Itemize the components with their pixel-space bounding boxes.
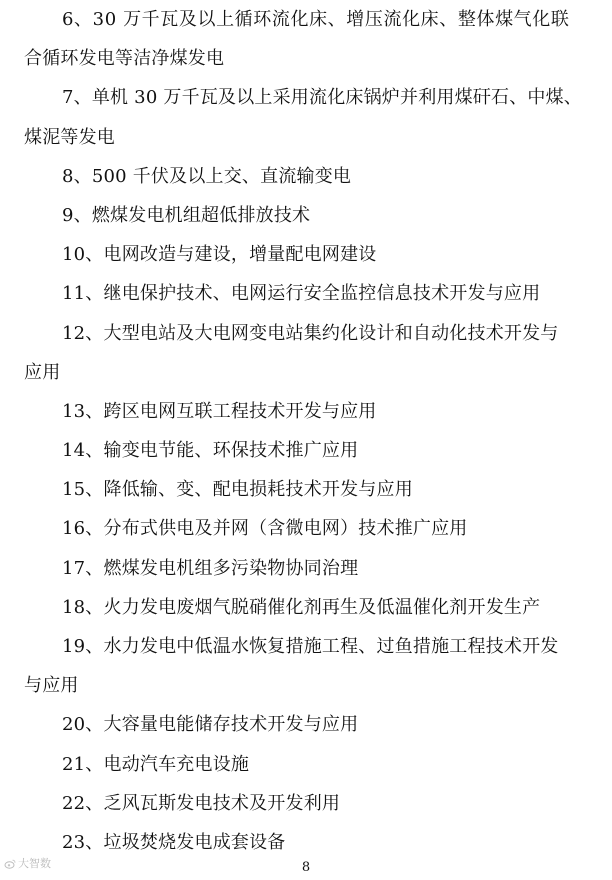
- text-line: 9、燃煤发电机组超低排放技术: [62, 204, 311, 226]
- text-line: 合循环发电等洁净煤发电: [24, 48, 225, 70]
- text-line: 16、分布式供电及并网（含微电网）技术推广应用: [62, 518, 468, 540]
- text-line: 10、电网改造与建设，增量配电网建设: [62, 244, 377, 266]
- text-line: 12、大型电站及大电网变电站集约化设计和自动化技术开发与: [62, 322, 559, 344]
- text-line: 14、输变电节能、环保技术推广应用: [62, 440, 359, 462]
- page-number: 8: [301, 860, 311, 875]
- text-line: 20、大容量电能储存技术开发与应用: [62, 714, 359, 736]
- text-line: 15、降低输、变、配电损耗技术开发与应用: [62, 479, 413, 501]
- text-line: 13、跨区电网互联工程技术开发与应用: [62, 400, 377, 422]
- text-line: 17、燃煤发电机组多污染物协同治理: [62, 557, 359, 579]
- text-line: 21、电动汽车充电设施: [62, 753, 250, 775]
- text-line: 8、500 千伏及以上交、直流输变电: [62, 165, 352, 187]
- text-line: 23、垃圾焚烧发电成套设备: [62, 831, 286, 853]
- text-line: 7、单机 30 万千瓦及以上采用流化床锅炉并利用煤矸石、中煤、: [62, 87, 582, 109]
- text-line: 6、30 万千瓦及以上循环流化床、增压流化床、整体煤气化联: [62, 9, 570, 30]
- text-line: 煤泥等发电: [24, 126, 115, 148]
- document-body: [24, 0, 588, 862]
- weibo-icon: [4, 858, 16, 870]
- text-line: 11、继电保护技术、电网运行安全监控信息技术开发与应用: [62, 283, 541, 305]
- text-line: 与应用: [24, 675, 79, 697]
- text-line: 应用: [24, 361, 61, 383]
- watermark-text: 大智数: [18, 857, 51, 870]
- text-line: 22、乏风瓦斯发电技术及开发利用: [62, 792, 341, 814]
- watermark: [4, 856, 51, 872]
- text-line: 18、火力发电废烟气脱硝催化剂再生及低温催化剂开发生产: [62, 596, 541, 618]
- text-line: 19、水力发电中低温水恢复措施工程、过鱼措施工程技术开发: [62, 636, 559, 657]
